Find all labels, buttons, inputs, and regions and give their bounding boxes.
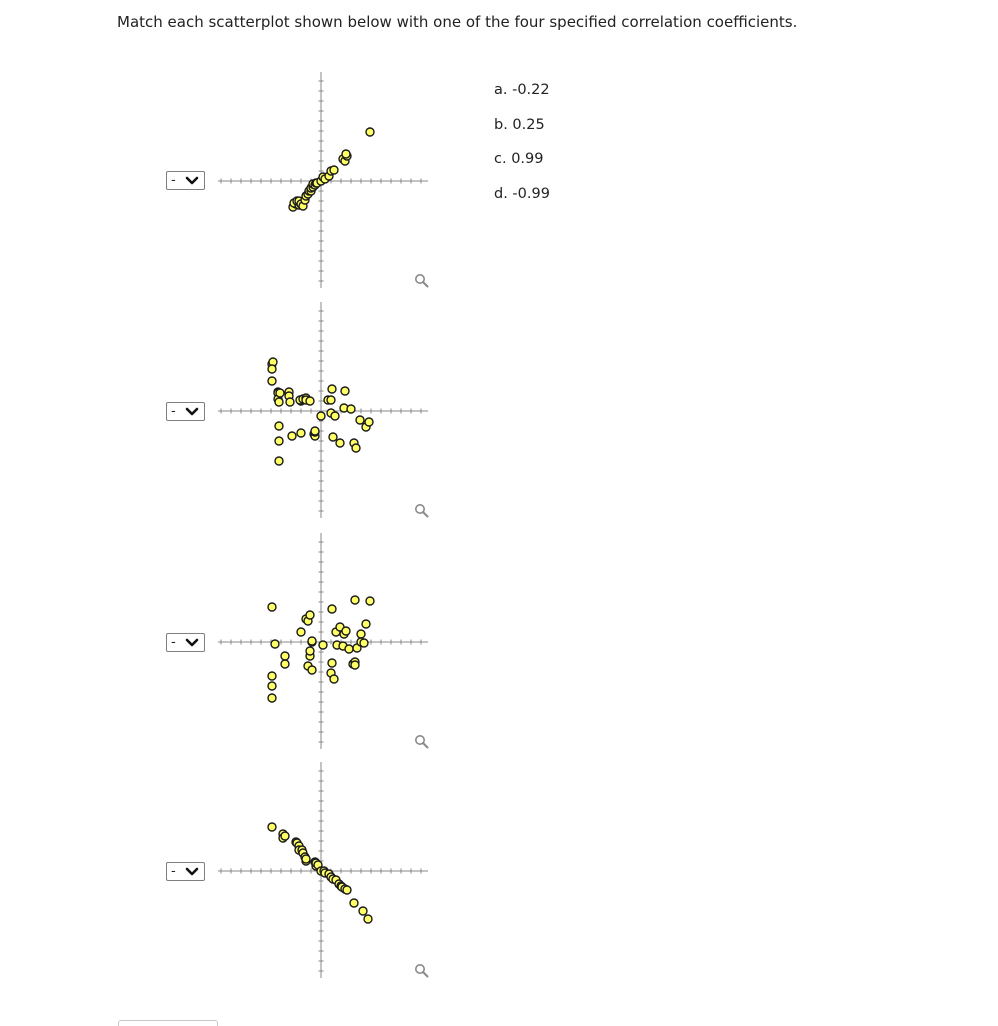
data-point xyxy=(275,437,283,445)
data-point xyxy=(302,855,310,863)
data-point xyxy=(281,660,289,668)
data-point xyxy=(351,596,359,604)
magnifier-handle xyxy=(423,972,428,977)
data-point xyxy=(311,427,319,435)
magnifier-icon[interactable] xyxy=(416,505,428,517)
data-point xyxy=(268,603,276,611)
scatterplot-2 xyxy=(210,300,432,525)
data-point xyxy=(366,128,374,136)
data-point xyxy=(366,597,374,605)
data-point xyxy=(347,405,355,413)
data-point xyxy=(331,412,339,420)
scatterplot-2-select[interactable] xyxy=(166,402,205,421)
data-point xyxy=(342,150,350,158)
data-point xyxy=(319,641,327,649)
data-point xyxy=(297,429,305,437)
data-point xyxy=(276,389,284,397)
data-point xyxy=(268,682,276,690)
magnifier-icon[interactable] xyxy=(416,736,428,748)
data-point xyxy=(336,439,344,447)
data-point xyxy=(328,659,336,667)
data-point xyxy=(364,915,372,923)
data-point xyxy=(268,694,276,702)
option-b: b. 0.25 xyxy=(494,116,545,133)
data-point xyxy=(330,166,338,174)
option-d: d. -0.99 xyxy=(494,185,550,202)
data-point xyxy=(308,637,316,645)
data-point xyxy=(360,639,368,647)
option-a: a. -0.22 xyxy=(494,82,550,98)
data-point xyxy=(342,627,350,635)
scatterplot-1 xyxy=(210,70,432,295)
data-point xyxy=(268,823,276,831)
data-point xyxy=(275,398,283,406)
data-point xyxy=(317,412,325,420)
data-point xyxy=(268,672,276,680)
data-point xyxy=(297,628,305,636)
scatterplot-4-select[interactable] xyxy=(166,862,205,881)
data-point xyxy=(306,647,314,655)
data-point xyxy=(308,666,316,674)
data-point xyxy=(268,377,276,385)
bottom-button-edge[interactable] xyxy=(118,1020,218,1026)
data-point xyxy=(327,396,335,404)
select-value: - xyxy=(171,173,176,188)
magnifier-handle xyxy=(423,743,428,748)
scatterplot-1-select[interactable] xyxy=(166,171,205,190)
data-point xyxy=(328,605,336,613)
magnifier-handle xyxy=(423,512,428,517)
data-point xyxy=(330,675,338,683)
data-point xyxy=(343,886,351,894)
data-point xyxy=(350,899,358,907)
data-point xyxy=(365,418,373,426)
data-point xyxy=(275,422,283,430)
data-point xyxy=(328,385,336,393)
chevron-down-icon xyxy=(185,867,199,877)
data-point xyxy=(359,907,367,915)
option-c: c. 0.99 xyxy=(494,151,544,167)
data-point xyxy=(345,645,353,653)
chevron-down-icon xyxy=(185,638,199,648)
data-point xyxy=(281,832,289,840)
chevron-down-icon xyxy=(185,176,199,186)
data-point xyxy=(357,630,365,638)
question-text: Match each scatterplot shown below with one of the four specified correlation coefficients. xyxy=(117,13,798,31)
data-point xyxy=(351,661,359,669)
scatterplot-4 xyxy=(210,760,432,985)
select-value: - xyxy=(171,635,176,650)
data-point xyxy=(341,387,349,395)
data-point xyxy=(288,432,296,440)
data-point xyxy=(306,611,314,619)
chevron-down-icon xyxy=(185,407,199,417)
data-point xyxy=(356,416,364,424)
select-value: - xyxy=(171,404,176,419)
scatterplot-3 xyxy=(210,531,432,756)
select-value: - xyxy=(171,864,176,879)
magnifier-icon[interactable] xyxy=(416,275,428,287)
data-point xyxy=(306,397,314,405)
scatterplot-3-select[interactable] xyxy=(166,633,205,652)
data-point xyxy=(286,398,294,406)
data-point xyxy=(362,620,370,628)
data-point xyxy=(268,365,276,373)
data-point xyxy=(275,457,283,465)
data-point xyxy=(281,652,289,660)
data-point xyxy=(352,444,360,452)
data-point xyxy=(271,640,279,648)
data-point xyxy=(329,433,337,441)
answer-options-list xyxy=(494,80,550,218)
magnifier-icon[interactable] xyxy=(416,965,428,977)
magnifier-handle xyxy=(423,282,428,287)
